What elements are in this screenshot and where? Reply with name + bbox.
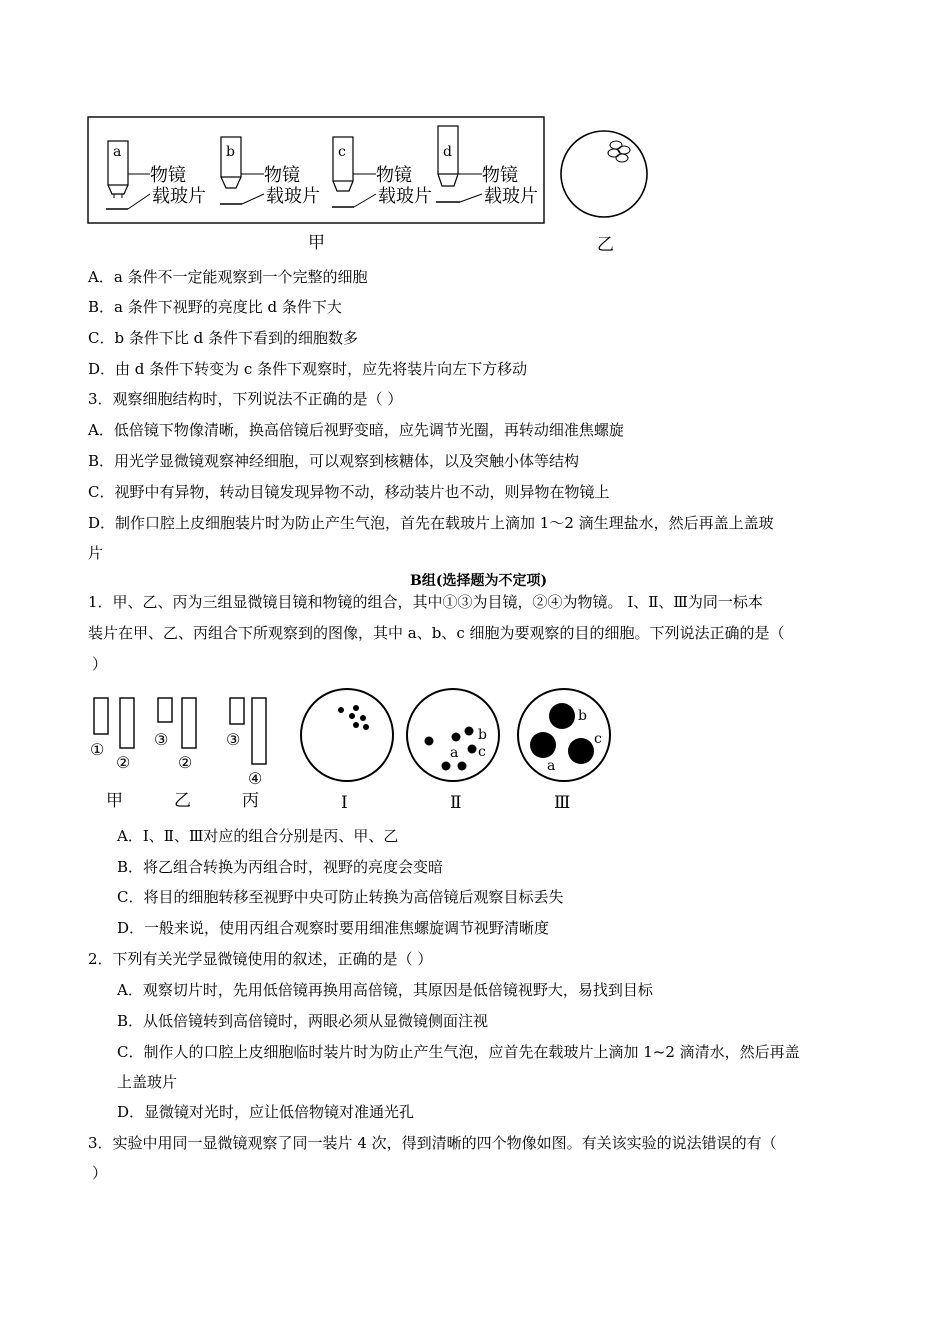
lens-mark: ② bbox=[116, 753, 131, 772]
lens-mark: ① bbox=[90, 740, 105, 759]
cell-letter-a: a bbox=[450, 745, 459, 761]
slide-label: 载玻片 bbox=[266, 186, 320, 207]
objective-a bbox=[106, 141, 206, 209]
cell-letter-a: a bbox=[547, 758, 556, 774]
lens-combination-figure bbox=[84, 688, 624, 816]
view-label-3: Ⅲ bbox=[554, 793, 571, 813]
objective-letter: d bbox=[443, 144, 452, 160]
objective-b bbox=[220, 137, 320, 207]
gb-q1-option-a: A．Ⅰ、Ⅱ、Ⅲ对应的组合分别是丙、甲、乙 bbox=[117, 827, 399, 845]
q3-option-c: C．视野中有异物，转动目镜发现异物不动，移动装片也不动，则异物在物镜上 bbox=[88, 483, 610, 501]
lens-mark: ③ bbox=[226, 730, 241, 749]
q3-option-a: A．低倍镜下物像清晰，换高倍镜后视野变暗，应先调节光圈，再转动细准焦螺旋 bbox=[88, 421, 624, 439]
gb-q1-option-d: D．一般来说，使用丙组合观察时要用细准焦螺旋调节视野清晰度 bbox=[117, 919, 550, 937]
objective-d bbox=[436, 126, 538, 207]
gb-q1-option-c: C．将目的细胞转移至视野中央可防止转换为高倍镜后观察目标丢失 bbox=[117, 888, 564, 906]
view-label-2: Ⅱ bbox=[450, 793, 462, 813]
gb-q1-stem-line3: ） bbox=[92, 655, 108, 673]
slide-label: 载玻片 bbox=[378, 186, 432, 207]
gb-q2-option-a: A．观察切片时，先用低倍镜再换用高倍镜，其原因是低倍镜视野大，易找到目标 bbox=[117, 981, 653, 999]
lens-mark: ③ bbox=[154, 730, 169, 749]
gb-q2-stem: 2．下列有关光学显微镜使用的叙述，正确的是（ ） bbox=[88, 950, 433, 968]
q2-option-c: C．b 条件下比 d 条件下看到的细胞数多 bbox=[88, 329, 358, 347]
slide-label: 载玻片 bbox=[152, 186, 206, 207]
gb-q2-option-c: C．制作人的口腔上皮细胞临时装片时为防止产生气泡，应首先在载玻片上滴加 1~2 滴清水，然后再盖 bbox=[117, 1043, 800, 1061]
group-label-bing: 丙 bbox=[242, 791, 259, 811]
gb-q1-stem-line2: 装片在甲、乙、丙组合下所观察到的图像，其中 a、b、c 细胞为要观察的目的细胞。下列说法正确的是（ bbox=[88, 624, 785, 642]
lens-mark: ② bbox=[178, 753, 193, 772]
q2-option-b: B．a 条件下视野的亮度比 d 条件下大 bbox=[88, 298, 342, 316]
microscope-figure-jia bbox=[86, 114, 556, 226]
objective-letter: b bbox=[226, 144, 235, 160]
objective-label: 物镜 bbox=[150, 165, 186, 186]
gb-q2-option-d: D．显微镜对光时，应让低倍物镜对准通光孔 bbox=[117, 1103, 415, 1121]
figure-label-yi: 乙 bbox=[597, 235, 614, 255]
field-of-view-yi bbox=[558, 128, 652, 222]
group-label-jia: 甲 bbox=[106, 791, 123, 811]
group-label-yi: 乙 bbox=[174, 791, 191, 811]
q3-option-d-continued: 片 bbox=[88, 544, 104, 562]
q3-option-b: B．用光学显微镜观察神经细胞，可以观察到核糖体，以及突触小体等结构 bbox=[88, 452, 580, 470]
figure-label-jia: 甲 bbox=[308, 233, 325, 253]
objective-c bbox=[332, 137, 432, 207]
objective-label: 物镜 bbox=[264, 165, 300, 186]
q2-option-d: D．由 d 条件下转变为 c 条件下观察时，应先将装片向左下方移动 bbox=[88, 360, 528, 378]
gb-q1-option-b: B．将乙组合转换为丙组合时，视野的亮度会变暗 bbox=[117, 858, 444, 876]
objective-label: 物镜 bbox=[376, 165, 412, 186]
gb-q3-stem: 3．实验中用同一显微镜观察了同一装片 4 次，得到清晰的四个物像如图。有关该实验的说法错误的有（ bbox=[88, 1134, 777, 1152]
cell-letter-b: b bbox=[478, 727, 487, 743]
cell-letter-c: c bbox=[594, 731, 602, 747]
gb-q2-option-c-continued: 上盖玻片 bbox=[117, 1073, 178, 1091]
slide-label: 载玻片 bbox=[484, 186, 538, 207]
gb-q1-stem: 1．甲、乙、丙为三组显微镜目镜和物镜的组合，其中①③为目镜，②④为物镜。 Ⅰ、Ⅱ、Ⅲ为同一标本 bbox=[88, 593, 763, 611]
objective-letter: c bbox=[338, 144, 346, 160]
view-label-1: Ⅰ bbox=[341, 793, 348, 813]
lens-mark: ④ bbox=[248, 769, 263, 788]
gb-q3-stem-line2: ） bbox=[92, 1164, 108, 1182]
cell-letter-b: b bbox=[578, 708, 587, 724]
q2-option-a: A．a 条件不一定能观察到一个完整的细胞 bbox=[88, 268, 368, 286]
q3-option-d: D．制作口腔上皮细胞装片时为防止产生气泡，首先在载玻片上滴加 1～2 滴生理盐水，然后再盖上盖玻 bbox=[88, 514, 774, 532]
group-b-heading: B组(选择题为不定项) bbox=[410, 573, 548, 589]
q3-stem: 3．观察细胞结构时，下列说法不正确的是（ ） bbox=[88, 390, 403, 408]
cell-letter-c: c bbox=[478, 744, 486, 760]
objective-label: 物镜 bbox=[482, 165, 518, 186]
gb-q2-option-b: B．从低倍镜转到高倍镜时，两眼必须从显微镜侧面注视 bbox=[117, 1012, 489, 1030]
objective-letter: a bbox=[113, 144, 122, 160]
